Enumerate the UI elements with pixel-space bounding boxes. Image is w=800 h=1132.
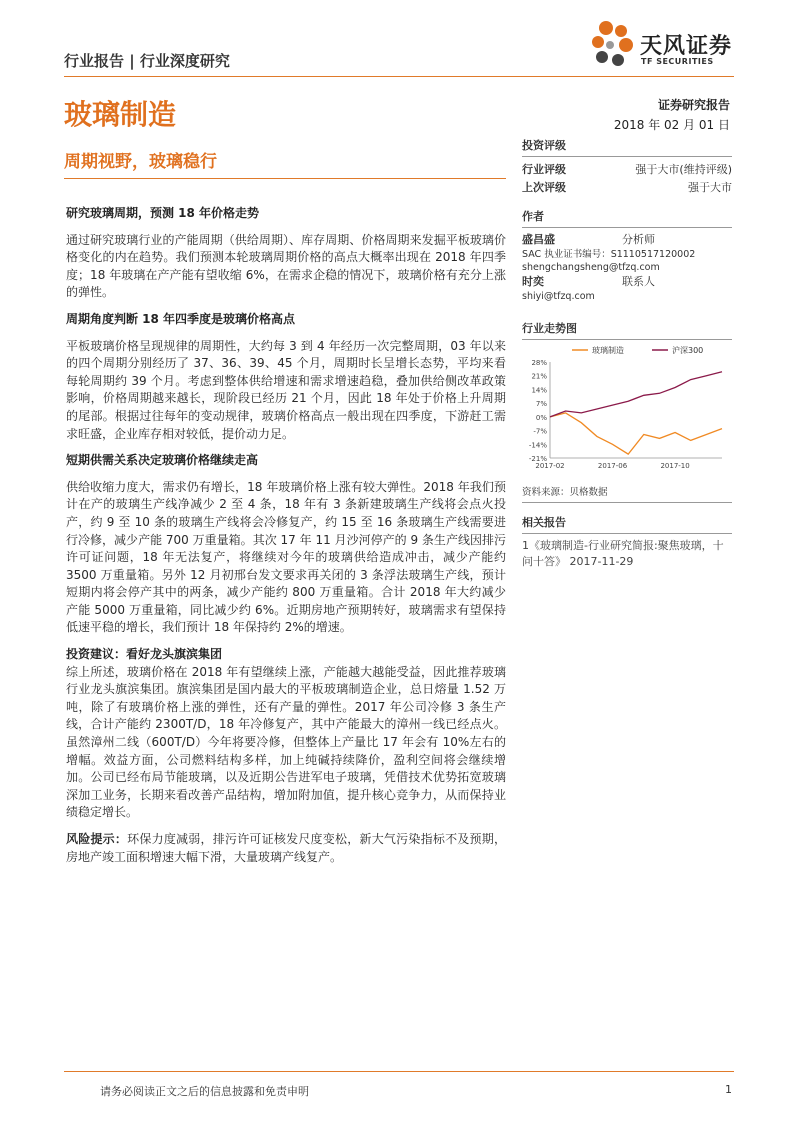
rating-title: 投资评级 (522, 137, 732, 157)
page-number: 1 (725, 1083, 732, 1096)
legend-label: 沪深300 (672, 346, 704, 355)
y-tick-label: -14% (528, 441, 547, 450)
related-title: 相关报告 (522, 514, 732, 534)
section-heading: 投资建议：看好龙头旗滨集团 (66, 647, 223, 662)
main-content (66, 205, 506, 875)
y-tick-label: -7% (533, 427, 547, 436)
author-row (522, 232, 732, 248)
footer-divider (64, 1071, 734, 1072)
author-name: 盛昌盛 (522, 233, 555, 246)
chart-source: 资料来源：贝格数据 (522, 486, 732, 503)
section-body: 供给收缩力度大，需求仍有增长，18 年玻璃价格上涨有较大弹性。2018 年我们预计在产的玻璃生产线净减少 2 至 4 条，18 年有 3 条新建玻璃生产线将会点火投产，约 9 至 10 条的玻璃生产线将会冷修复产，约 15 至 16 条玻璃生产线需要进行冷修，减少产能 700 万重量箱。其次 17 年 11 月沙河停产的 9 条生产线因排污许可证问题，18 年无法复产，将继续对今年的玻璃供给造成冲击，减少产能约 3500 万重量箱。另外 12 月初邢台发文要求再关闭的 3 条浮法玻璃生产线，预计短期内将会停产其中的两条，减少产能约 800 万重量箱。合计 2018 年大约减少产能 5000 万重量箱，同比减少约 6%。近期房地产预期转好，玻璃需求有望保持低速平稳的增长，我们预计 18 年保持约 2%的增速。 (66, 479, 506, 635)
industry-rating-label: 行业评级 (522, 163, 566, 176)
x-tick-label: 2017-06 (597, 462, 628, 470)
author-name: 时奕 (522, 275, 544, 288)
tf-logo-icon (588, 18, 638, 74)
report-type: 证券研究报告 (657, 98, 730, 112)
section-body: 通过研究玻璃行业的产能周期（供给周期）、库存周期、价格周期来发掘平板玻璃价格变化的内在趋势。我们预测本轮玻璃周期价格的高点大概率出现在 2018 年四季度；18 年玻璃在产产能有望收缩 6%，在需求企稳的情况下，玻璃价格有充分上涨的弹性。 (66, 232, 506, 300)
x-tick-label: 2017-02 (535, 462, 565, 470)
section-heading: 短期供需关系决定玻璃价格继续走高 (66, 453, 259, 468)
related-report-link[interactable]: 1《玻璃制造-行业研究简报:聚焦玻璃，十问十答》 2017-11-29 (522, 539, 724, 568)
page-subtitle: 周期视野，玻璃稳行 (64, 152, 217, 172)
risk-label: 风险提示： (66, 832, 128, 846)
y-tick-label: 21% (531, 372, 547, 381)
section-heading: 周期角度判断 18 年四季度是玻璃价格高点 (66, 311, 296, 326)
header-divider (64, 76, 734, 77)
trend-chart (522, 340, 734, 480)
y-tick-label: 28% (531, 359, 547, 367)
series-line (550, 372, 722, 417)
author-cert: SAC 执业证书编号：S1110517120002 (522, 249, 696, 260)
report-date: 2018 年 02 月 01 日 (613, 118, 730, 132)
page-title: 玻璃制造 (64, 98, 177, 131)
author-role: 分析师 (622, 233, 655, 246)
last-rating-row (522, 179, 732, 197)
industry-rating-value: 强于大市(维持评级) (635, 163, 732, 176)
report-category: 行业报告 | 行业深度研究 (64, 52, 230, 70)
series-line (550, 413, 722, 454)
last-rating-value: 强于大市 (688, 181, 732, 194)
y-tick-label: 7% (535, 400, 547, 409)
y-tick-label: 14% (531, 386, 547, 395)
authors-panel (522, 208, 732, 303)
x-tick-label: 2017-10 (660, 462, 690, 470)
authors-title: 作者 (522, 208, 732, 228)
related-panel (522, 514, 732, 570)
risk-text: 环保力度减弱，排污许可证核发尺度变松，新大气污染指标不及预期，房地产竣工面积增速大幅下滑，大量玻璃产线复产。 (66, 832, 506, 864)
risk-paragraph (66, 831, 506, 866)
y-tick-label: 0% (535, 413, 547, 422)
y-tick-label: -21% (528, 455, 547, 463)
footer-disclaimer: 请务必阅读正文之后的信息披露和免责申明 (100, 1085, 309, 1098)
title-divider (64, 178, 506, 179)
author-row (522, 274, 732, 290)
section-body: 平板玻璃价格呈现规律的周期性，大约每 3 到 4 年经历一次完整周期，03 年以来的四个周期分别经历了 37、36、39、45 个月，周期时长呈增长态势，平均来看每轮周期约 39 个月。考虑到整体供给增速和需求增速趋稳，叠加供给侧改革政策影响，价格周期越来越长，现阶段已经历 21 个月，因此 18 年处于价格上升周期的尾部。根据过往每年的变动规律，玻璃价格高点一般出现在四季度，下游赶工需求旺盛，企业库存相对较低，提价动力足。 (66, 338, 506, 441)
legend-label: 玻璃制造 (592, 346, 624, 355)
rating-panel (522, 137, 732, 197)
last-rating-label: 上次评级 (522, 181, 566, 194)
author-role: 联系人 (622, 275, 655, 288)
trend-title: 行业走势图 (522, 320, 732, 340)
section-body: 综上所述，玻璃价格在 2018 年有望继续上涨，产能越大越能受益，因此推荐玻璃行业龙头旗滨集团。旗滨集团是国内最大的平板玻璃制造企业，总日熔量 1.52 万吨，除了有玻璃价格上涨的弹性，还有产量的弹性。2017 年公司冷修 3 条生产线，合计产能约 2300T/D，18 年冷修复产，其中产能最大的漳州一线已经点火。虽然漳州二线（600T/D）今年将要冷修，但整体上产量比 17 年会有 10%左右的增幅。效益方面，公司燃料结构多样，加上纯碱持续降价，盈利空间将会继续增加。公司已经布局节能玻璃，以及近期公告进军电子玻璃，凭借技术优势拓宽玻璃深加工业务，长期来看改善产品结构，增加附加值，提升核心竞争力，从而保持业绩稳定增长。 (66, 664, 506, 820)
logo-text: 天风证券 (640, 34, 733, 59)
section-heading: 研究玻璃周期，预测 18 年价格走势 (66, 206, 260, 220)
author-email[interactable]: shiyi@tfzq.com (522, 291, 595, 302)
industry-rating-row (522, 161, 732, 179)
logo-subtext: TF SECURITIES (641, 57, 714, 66)
author-email[interactable]: shengchangsheng@tfzq.com (522, 262, 660, 273)
